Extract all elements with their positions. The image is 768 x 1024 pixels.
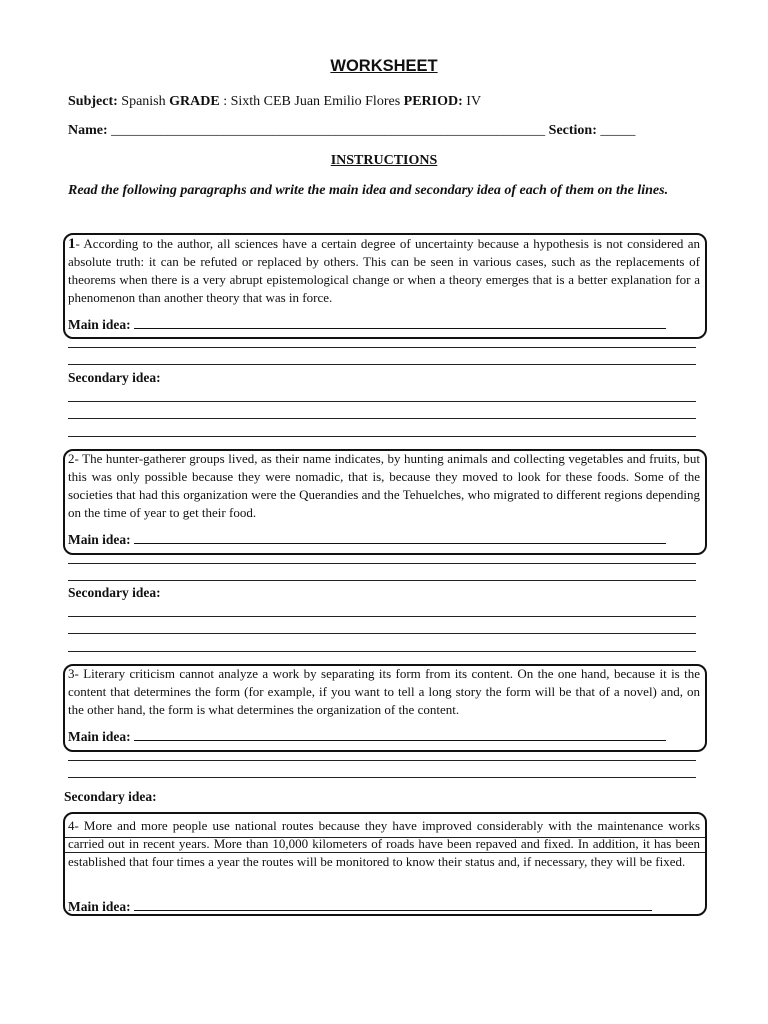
- answer-line[interactable]: [65, 852, 705, 853]
- secondary-idea-label: Secondary idea:: [68, 370, 161, 385]
- main-idea-1: [68, 316, 666, 333]
- section-blank[interactable]: _____: [600, 123, 636, 138]
- main-idea-label: Main idea:: [68, 532, 131, 547]
- main-idea-answer-line[interactable]: [134, 898, 652, 911]
- exercise-text: - Literary criticism cannot analyze a work by separating its form from its content. On the one hand, because it is the content that determines the form (for example, if you want to tell a long story the form will be that of a novel) and, on the other hand, the form is what determines the organization of the content.: [68, 666, 700, 717]
- main-idea-3: [68, 728, 666, 745]
- answer-line[interactable]: [68, 563, 696, 564]
- answer-line[interactable]: [68, 436, 696, 437]
- instructions-text: Read the following paragraphs and write the main idea and secondary idea of each of them on the lines.: [68, 183, 669, 198]
- answer-line[interactable]: [68, 777, 696, 778]
- answer-line[interactable]: [68, 760, 696, 761]
- exercise-paragraph-2: [68, 450, 700, 522]
- answer-line[interactable]: [68, 418, 696, 419]
- main-idea-label: Main idea:: [68, 317, 131, 332]
- answer-line[interactable]: [65, 837, 705, 838]
- section-label: Section:: [548, 123, 597, 138]
- exercise-paragraph-3: [68, 665, 700, 719]
- period-label: PERIOD:: [403, 94, 463, 109]
- exercise-number: 1: [68, 236, 76, 252]
- main-idea-answer-line[interactable]: [134, 728, 666, 741]
- worksheet-title: WORKSHEET: [330, 57, 438, 75]
- subject-value: Spanish: [121, 94, 166, 109]
- name-blank[interactable]: ______________________________________________________________: [111, 123, 546, 138]
- answer-line[interactable]: [68, 401, 696, 402]
- main-idea-2: [68, 531, 666, 548]
- answer-line[interactable]: [68, 633, 696, 634]
- period-value: IV: [466, 94, 482, 109]
- instructions-heading: INSTRUCTIONS: [330, 153, 438, 168]
- main-idea-answer-line[interactable]: [134, 316, 666, 329]
- exercise-paragraph-4: [68, 817, 700, 871]
- subject-label: Subject:: [68, 94, 118, 109]
- answer-line[interactable]: [68, 347, 696, 348]
- main-idea-answer-line[interactable]: [134, 531, 666, 544]
- grade-label: GRADE: [169, 94, 220, 109]
- main-idea-4: [68, 898, 652, 915]
- exercise-number: 4: [68, 818, 75, 833]
- main-idea-label: Main idea:: [68, 729, 131, 744]
- exercise-number: 3: [68, 666, 75, 681]
- exercise-paragraph-1: [68, 235, 700, 307]
- exercise-text: - According to the author, all sciences have a certain degree of uncertainty because a hypothesis is not considered an absolute truth: it can be refuted or replaced by others. This can be seen in various cases, such as the replacements of theorems when there is a very abrupt epistemological change or when a theory emerges that is a better explanation for a phenomenon than another theory that was in force.: [68, 236, 700, 305]
- name-line: [68, 123, 635, 139]
- answer-line[interactable]: [68, 364, 696, 365]
- main-idea-label: Main idea:: [68, 899, 131, 914]
- grade-value: : Sixth CEB Juan Emilio Flores: [223, 94, 401, 109]
- exercise-number: 2: [68, 451, 75, 466]
- answer-line[interactable]: [68, 580, 696, 581]
- secondary-idea-label: Secondary idea:: [68, 585, 161, 600]
- name-label: Name:: [68, 123, 108, 138]
- answer-line[interactable]: [68, 651, 696, 652]
- exercise-text: - More and more people use national routes because they have improved considerably with the maintenance works carried out in recent years. More than 10,000 kilometers of roads have been repaved and fixed. In addition, it has been established that four times a year the routes will be monitored to know their status and, if necessary, they will be fixed.: [68, 818, 700, 869]
- answer-line[interactable]: [68, 616, 696, 617]
- secondary-idea-label: Secondary idea:: [64, 789, 157, 804]
- exercise-text: - The hunter-gatherer groups lived, as their name indicates, by hunting animals and collecting vegetables and fruits, but this was only possible because they were nomadic, that is, because they moved to look for these foods. Some of the societies that had this organization were the Querandies and the Tehuelches, who migrated to different regions depending on the time of year to get their food.: [68, 451, 700, 520]
- subject-line: [68, 94, 481, 110]
